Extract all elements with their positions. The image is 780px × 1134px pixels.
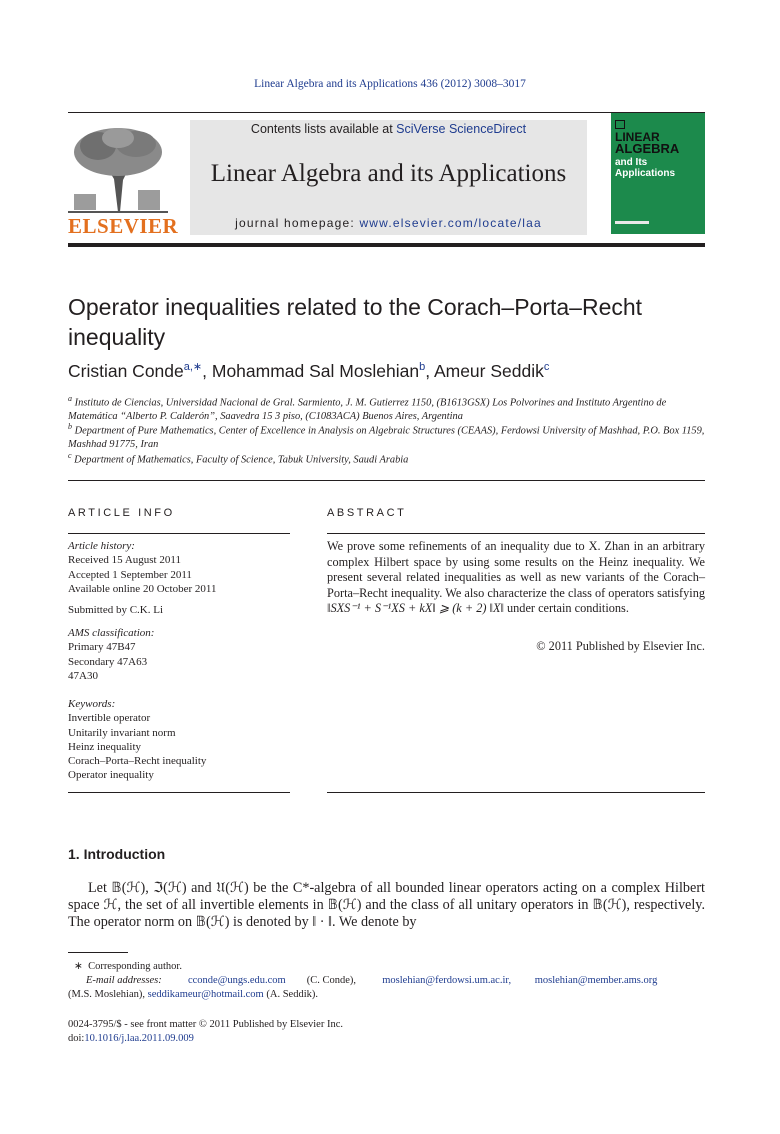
article-info-heading: ARTICLE INFO [68, 507, 175, 519]
ams-label: AMS classification: [68, 627, 155, 639]
journal-homepage [190, 216, 587, 230]
author-affiliation-mark[interactable]: b [419, 361, 426, 373]
affiliation-text: Department of Pure Mathematics, Center of Excellence in Analysis on Algebraic Structures (CEAAS), Ferdowsi University of Mashhad, P.O. Box 1159, Mashhad 91775, Iran [68, 425, 705, 451]
cover-title-line1: LINEAR [615, 130, 660, 144]
author-affiliation-mark[interactable]: c [543, 361, 550, 373]
email-link-moslehian-ferdowsi[interactable]: moslehian@ferdowsi.um.ac.ir, [382, 975, 512, 986]
abstract-body: We prove some refinements of an inequality due to X. Zhan in an arbitrary complex Hilbert space by using some results on the Heinz inequality. We present several related inequalities as well as new variants of the Corach–Porta–Recht inequality. We also characterize the class of operators satisfying [327, 539, 705, 600]
affiliation-rule [68, 480, 705, 481]
header-top-rule [68, 112, 705, 113]
affiliation-mark: c [68, 451, 72, 460]
doi-line [68, 1032, 194, 1046]
author-separator: , [202, 361, 212, 381]
sciverse-link[interactable]: SciVerse ScienceDirect [396, 122, 527, 136]
abstract-bottom-rule [327, 792, 705, 793]
header-bottom-rule [68, 243, 705, 247]
email-link-seddik[interactable]: seddikameur@hotmail.com [147, 989, 264, 1000]
email-label: E-mail addresses: [86, 975, 162, 986]
contents-prefix: Contents lists available at [250, 122, 397, 136]
homepage-prefix: journal homepage: [235, 216, 360, 230]
cover-logo-mark [615, 120, 625, 129]
keywords-label: Keywords: [68, 698, 116, 710]
cover-title-line3: and Its [615, 157, 648, 168]
author-affiliation-mark[interactable]: a,∗ [183, 361, 203, 373]
article-title: Operator inequalities related to the Corach–Porta–Recht inequality [68, 294, 643, 350]
keyword: Unitarily invariant norm [68, 726, 176, 739]
ams-primary: Primary 47B47 [68, 641, 136, 654]
article-info-rule [68, 533, 290, 534]
keyword: Invertible operator [68, 712, 151, 725]
doi-label: doi: [68, 1033, 85, 1044]
elsevier-wordmark: ELSEVIER [68, 214, 179, 238]
author-separator: , [425, 361, 434, 381]
history-label: Article history: [68, 540, 135, 552]
keywords-block [68, 697, 290, 783]
article-history [68, 539, 290, 596]
article-info-bottom-rule [68, 792, 290, 793]
affiliation-text: Department of Mathematics, Faculty of Science, Tabuk University, Saudi Arabia [74, 454, 409, 466]
author-name: Mohammad Sal Moslehian [211, 361, 420, 381]
cover-title-line2: ALGEBRA [615, 141, 680, 156]
received-date: Received 15 August 2011 [68, 554, 181, 567]
introduction-heading: 1. Introduction [68, 846, 166, 862]
ams-secondary: Secondary 47A63 [68, 655, 148, 668]
affiliation-mark: b [68, 422, 72, 431]
journal-name: Linear Algebra and its Applications [210, 160, 567, 187]
author-list [68, 360, 708, 382]
abstract-body-end: under certain conditions. [503, 601, 629, 616]
homepage-link[interactable]: www.elsevier.com/locate/laa [359, 216, 542, 230]
email-link-moslehian-ams[interactable]: moslehian@member.ams.org [534, 975, 658, 986]
abstract-copyright: © 2011 Published by Elsevier Inc. [536, 639, 705, 653]
footnote-emails [68, 974, 705, 988]
issn-line: 0024-3795/$ - see front matter © 2011 Published by Elsevier Inc. [68, 1019, 343, 1030]
cover-footer-mark [615, 221, 649, 224]
abstract-text [327, 539, 705, 617]
affiliation-c [68, 449, 708, 467]
author-name: Ameur Seddik [433, 361, 544, 381]
email-link-conde[interactable]: cconde@ungs.edu.com [187, 975, 286, 986]
email-owner: (C. Conde), [306, 975, 357, 986]
footnote-mark: ∗ [74, 961, 83, 972]
author-name: Cristian Conde [68, 361, 184, 381]
journal-cover-thumbnail [611, 113, 705, 234]
affiliation-mark: a [68, 394, 72, 403]
footnote-rule [68, 952, 128, 953]
abstract-formula: ‖SXS⁻¹ + S⁻¹XS + kX‖ ⩾ (k + 2) ‖X‖ [327, 601, 504, 616]
contents-line [190, 122, 587, 136]
email-owner: (A. Seddik). [266, 989, 318, 1000]
cover-title-line4: Applications [615, 168, 676, 179]
affiliation-text: Instituto de Ciencias, Universidad Nacional de Gral. Sarmiento, J. M. Gutierrez 1150, (B1613GSX) Los Polvorines and Instituto Argentino de Matemática “Alberto P. Calderón”, Saavedra 15 3 piso, (C1083ACA) Buenos Aires, Argentina [68, 397, 667, 423]
journal-citation[interactable]: Linear Algebra and its Applications 436 (2012) 3008–3017 [254, 78, 526, 90]
abstract-heading: ABSTRACT [327, 507, 407, 519]
accepted-date: Accepted 1 September 2011 [68, 568, 192, 581]
abstract-rule [327, 533, 705, 534]
footnote-emails-cont [68, 988, 705, 1002]
ams-class3: 47A30 [68, 669, 98, 682]
email-owner: (M.S. Moslehian), [68, 989, 145, 1000]
introduction-paragraph: Let 𝔹(ℋ), ℑ(ℋ) and 𝔘(ℋ) be the C*-algebra of all bounded linear operators acting on a complex Hilbert space ℋ, the set of all invertible elements in 𝔹(ℋ) and the class of all unitary operators in 𝔹(ℋ), respectively. The operator norm on 𝔹(ℋ) is denoted by ‖ · ‖. We denote by [68, 880, 705, 931]
keyword: Corach–Porta–Recht inequality [68, 755, 207, 768]
online-date: Available online 20 October 2011 [68, 582, 217, 595]
footnote-corresponding [68, 960, 705, 974]
ams-classification [68, 626, 290, 683]
keyword: Operator inequality [68, 769, 154, 782]
submitted-by: Submitted by C.K. Li [68, 604, 164, 616]
affiliation-b [68, 420, 708, 452]
doi-link[interactable]: 10.1016/j.laa.2011.09.009 [84, 1033, 194, 1044]
keyword: Heinz inequality [68, 740, 142, 753]
corresponding-author-note: Corresponding author. [88, 961, 182, 972]
